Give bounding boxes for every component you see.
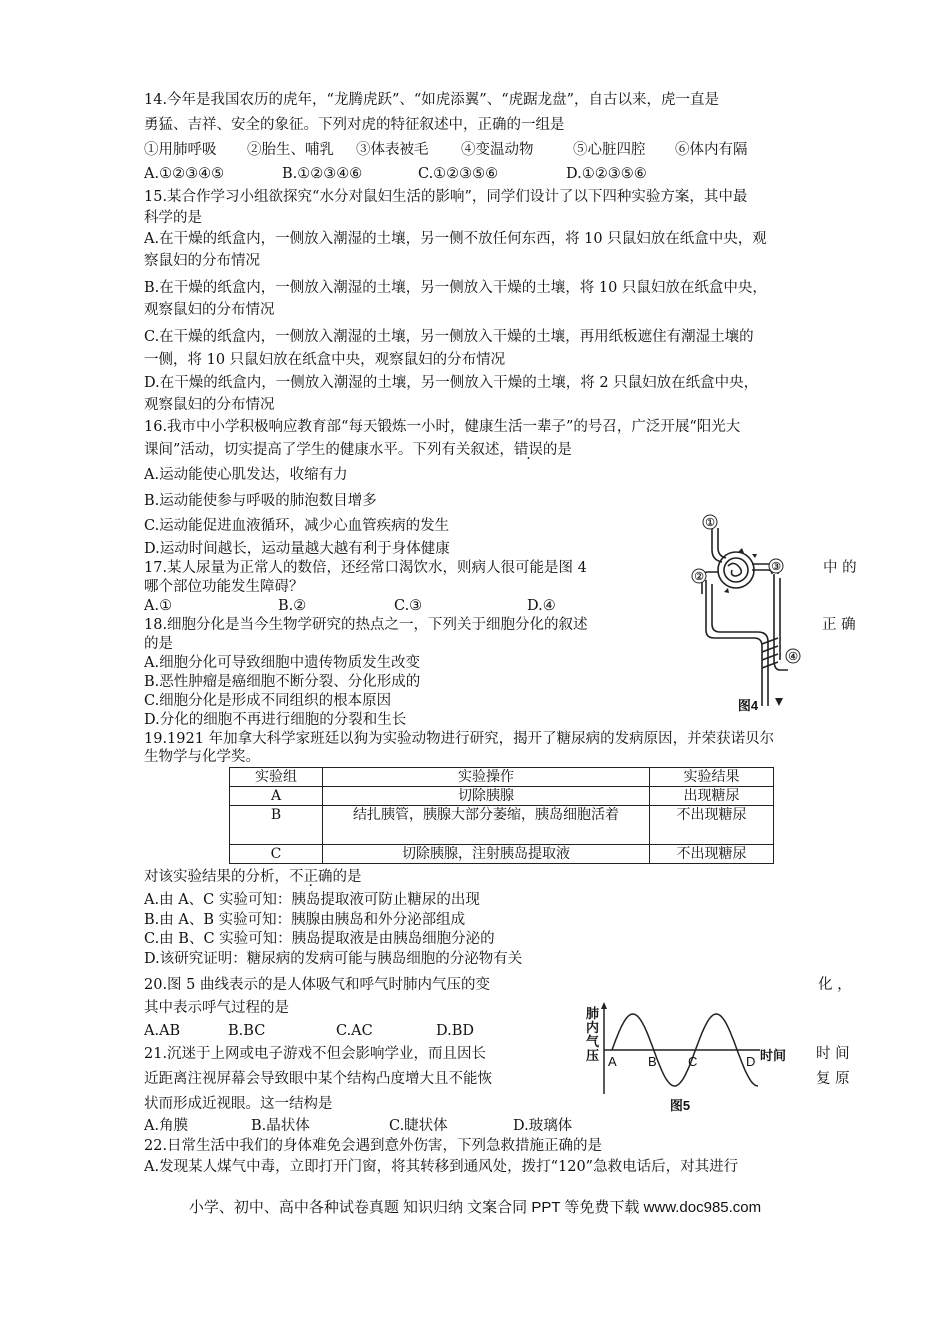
fig5-point-b: B [648,1054,657,1069]
figure-5-pressure-curve [582,998,804,1116]
q14-item: ⑤心脏四腔 [573,142,646,158]
fig5-point-a: A [608,1054,617,1069]
q16-option-c: C.运动能促进血液循环，减少心血管疾病的发生 [144,518,450,534]
q20-stem-line1a: 20.图 5 曲线表示的是人体吸气和呼气时肺内气压的变 [144,977,491,993]
q21-line2b: 复 原 [816,1071,850,1087]
q15-option-a-line2: 察鼠妇的分布情况 [144,253,260,269]
table-cell: 切除胰腺，注射胰岛提取液 [323,845,650,864]
q14-item: ⑥体内有隔 [675,142,748,158]
q19-analysis-line [144,867,362,887]
q15-option-d-line1: D.在干燥的纸盒内，一侧放入潮湿的土壤，另一侧放入干燥的土壤，将 2 只鼠妇放在纸盒中央， [144,375,759,391]
table-header: 实验操作 [323,768,650,787]
q20-options [144,1021,474,1041]
q16-stem-line2 [144,440,572,460]
q14-option-d: D.①②③⑤⑥ [566,166,647,182]
q16-stem-line1: 16.我市中小学积极响应教育部“每天锻炼一小时，健康生活一辈子”的号召，广泛开展“阳光大 [144,419,741,435]
q20-option-d: D.BD [436,1023,474,1039]
q17-stem-line1a: 17.某人尿量为正常人的数倍，还经常口渴饮水，则病人很可能是图 4 [144,560,587,576]
q21-option-b: B.晶状体 [251,1118,310,1134]
q18-option-d: D.分化的细胞不再进行细胞的分裂和生长 [144,712,407,728]
q19-stem-line2: 生物学与化学奖。 [144,749,260,765]
table-row [230,787,774,806]
q21-option-a: A.角膜 [144,1118,189,1134]
q19-emphasis-incorrect: 不正确 [289,869,333,885]
q14-stem-line1: 14.今年是我国农历的虎年，“龙腾虎跃”、“如虎添翼”、“虎踞龙盘”，自古以来，虎一直是 [144,92,720,108]
q20-option-b: B.BC [228,1023,266,1039]
q14-stem-line2: 勇猛、吉祥、安全的象征。下列对虎的特征叙述中，正确的一组是 [144,117,565,133]
q19-analysis-part: 的是 [332,869,362,885]
q20-option-a: A.AB [144,1023,181,1039]
q21-line3: 状而形成近视眼。这一结构是 [144,1096,333,1112]
fig5-point-d: D [746,1054,756,1069]
q16-option-a: A.运动能使心肌发达，收缩有力 [144,467,348,483]
table-cell: A [230,787,323,806]
q19-option-b: B.由 A、B 实验可知：胰腺由胰岛和外分泌部组成 [144,912,466,928]
experiment-table [229,767,774,864]
q19-stem-line1: 19.1921 年加拿大科学家班廷以狗为实验动物进行研究，揭开了糖尿病的发病原因，并荣获诺贝尔 [144,731,775,747]
q17-option-a: A.① [144,598,173,614]
q21-option-c: C.睫状体 [389,1118,448,1134]
table-row [230,845,774,864]
q18-stem-line1b: 正 确 [822,617,856,633]
q21-line1a: 21.沉迷于上网或电子游戏不但会影响学业，而且因长 [144,1046,487,1062]
q16-option-b: B.运动能使参与呼吸的肺泡数目增多 [144,493,377,509]
fig5-xlabel: 时间 [760,1048,787,1063]
q21-options [144,1116,572,1136]
q21-line2a: 近距离注视屏幕会导致眼中某个结构凸度增大且不能恢 [144,1071,492,1087]
q20-stem-line2: 其中表示呼气过程的是 [144,1000,289,1016]
q15-option-c-line2: 一侧，将 10 只鼠妇放在纸盒中央，观察鼠妇的分布情况 [144,352,506,368]
q22-option-a: A.发现某人煤气中毒，立即打开门窗，将其转移到通风处，拨打“120”急救电话后，对其进行 [144,1159,739,1175]
fig5-ylabel-char: 内 [586,1020,600,1035]
q17-stem-line2: 哪个部位功能发生障碍？ [144,579,304,595]
q22-stem: 22.日常生活中我们的身体难免会遇到意外伤害，下列急救措施正确的是 [144,1138,603,1154]
table-row [230,806,774,845]
table-cell: 不出现糖尿 [650,806,774,845]
fig5-ylabel-char: 肺 [586,1006,600,1021]
q14-option-a: A.①②③④⑤ [144,166,225,182]
table-cell: B [230,806,323,845]
q15-option-a-line1: A.在干燥的纸盒内，一侧放入潮湿的土壤，另一侧不放任何东西，将 10 只鼠妇放在纸盒中央，观 [144,231,767,247]
q14-options [144,164,647,184]
table-cell: 出现糖尿 [650,787,774,806]
q17-options [144,596,556,616]
q18-option-b: B.恶性肿瘤是癌细胞不断分裂、分化形成的 [144,674,421,690]
q17-option-b: B.② [278,598,307,614]
table-header: 实验组 [230,768,323,787]
q15-option-b-line2: 观察鼠妇的分布情况 [144,302,275,318]
q15-option-b-line1: B.在干燥的纸盒内，一侧放入潮湿的土壤，另一侧放入干燥的土壤，将 10 只鼠妇放在纸盒中央， [144,280,767,296]
q15-stem-line2: 科学的是 [144,210,202,226]
q15-stem-line1: 15.某合作学习小组欲探究“水分对鼠妇生活的影响”，同学们设计了以下四种实验方案，其中最 [144,189,748,205]
fig5-ylabel-char: 气 [586,1034,600,1049]
q18-option-a: A.细胞分化可导致细胞中遗传物质发生改变 [144,655,421,671]
table-cell: 不出现糖尿 [650,845,774,864]
fig5-caption: 图5 [669,1098,691,1113]
q18-option-c: C.细胞分化是形成不同组织的根本原因 [144,693,392,709]
fig5-point-c: C [688,1054,698,1069]
q20-stem-line1b: 化 ， [818,977,852,993]
table-header: 实验结果 [650,768,774,787]
q17-option-c: C.③ [394,598,423,614]
q17-option-d: D.④ [527,598,556,614]
q14-option-c: C.①②③⑤⑥ [418,166,499,182]
q17-stem-line1b: 中 的 [823,560,857,576]
q19-option-c: C.由 B、C 实验可知：胰岛提取液是由胰岛细胞分泌的 [144,931,495,947]
fig5-ylabel-char: 压 [586,1048,600,1063]
page-footer: 小学、初中、高中各种试卷真题 知识归纳 文案合同 PPT 等免费下载 www.doc985.com [188,1199,762,1216]
table-cell: 切除胰腺 [323,787,650,806]
q15-option-d-line2: 观察鼠妇的分布情况 [144,397,275,413]
q14-option-b: B.①②③④⑥ [282,166,363,182]
q14-item: ④变温动物 [461,142,534,158]
q18-stem-line2: 的是 [144,636,173,652]
q14-item: ②胎生、哺乳 [247,142,334,158]
q19-option-a: A.由 A、C 实验可知：胰岛提取液可防止糖尿的出现 [144,892,480,908]
q18-stem-line1a: 18.细胞分化是当今生物学研究的热点之一，下列关于细胞分化的叙述 [144,617,588,633]
q15-option-c-line1: C.在干燥的纸盒内，一侧放入潮湿的土壤，另一侧放入干燥的土壤，再用纸板遮住有潮湿土壤的 [144,329,754,345]
q21-option-d: D.玻璃体 [513,1118,573,1134]
figure-4-nephron-diagram [688,510,808,715]
q16-stem-part: 课间”活动，切实提高了学生的健康水平。下列有关叙述， [144,442,514,458]
q16-stem-part: 的是 [542,442,572,458]
fig4-label-2: ② [694,571,704,583]
fig4-label-4: ④ [788,651,798,663]
q16-option-d: D.运动时间越长，运动量越大越有利于身体健康 [144,541,450,557]
fig4-caption: 图4 [737,698,759,713]
table-cell: C [230,845,323,864]
fig4-label-1: ① [705,517,715,529]
q19-analysis-part: 对该实验结果的分析， [144,869,289,885]
table-cell: 结扎胰管，胰腺大部分萎缩，胰岛细胞活着 [323,806,650,845]
q19-option-d: D.该研究证明：糖尿病的发病可能与胰岛细胞的分泌物有关 [144,951,523,967]
q14-items [144,140,748,160]
q16-emphasis-wrong: 错误 [513,442,543,458]
q14-item: ③体表被毛 [356,142,429,158]
q14-item: ①用肺呼吸 [144,142,217,158]
fig4-label-3: ③ [771,561,781,573]
table-header-row [230,768,774,787]
q21-line1b: 时 间 [816,1046,850,1062]
q20-option-c: C.AC [336,1023,373,1039]
